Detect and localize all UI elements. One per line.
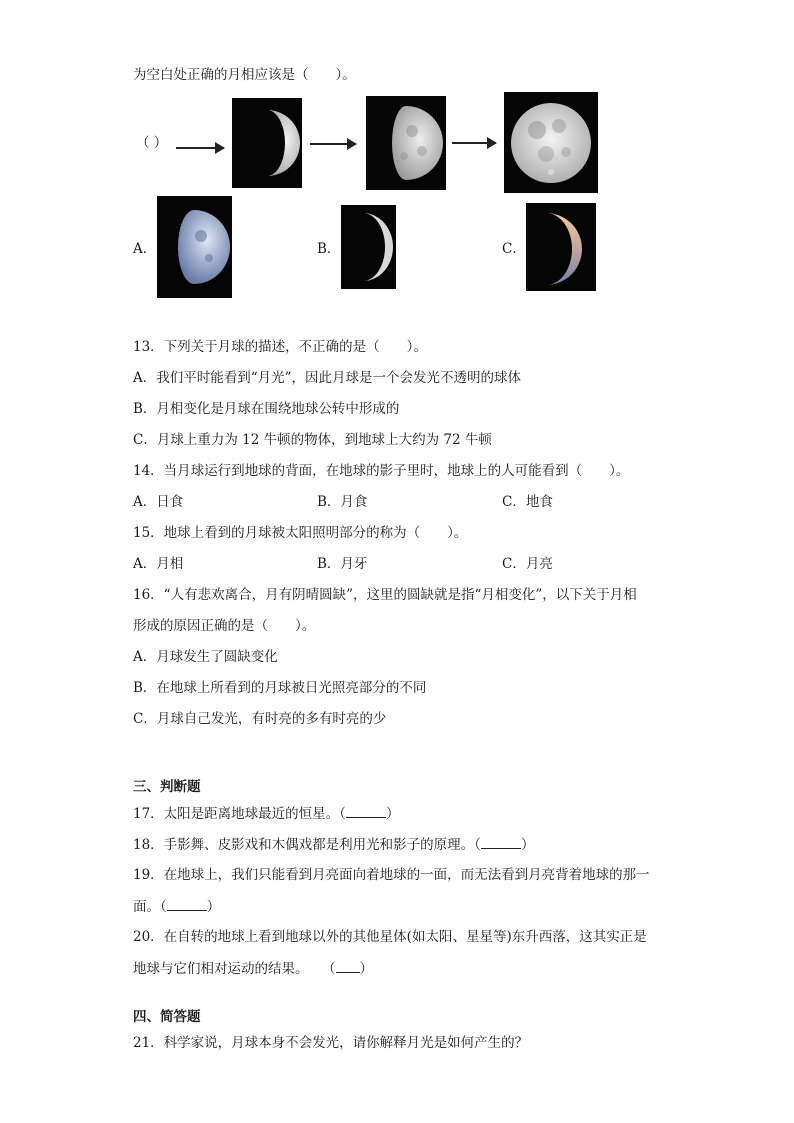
q21-stem: 21．科学家说，月球本身不会发光，请你解释月光是如何产生的？ (133, 1035, 529, 1051)
q18-text: 18．手影舞、皮影戏和木偶戏都是利用光和影子的原理。（ (133, 837, 481, 853)
q17-line (133, 804, 399, 823)
arrow-icon (310, 143, 356, 145)
close-paren: ） (359, 961, 373, 977)
q12-option-b-label: B． (317, 241, 341, 257)
q16-option-c[interactable]: C．月球自己发光，有时亮的多有时亮的少 (133, 711, 387, 727)
q18-answer-blank[interactable] (481, 835, 521, 849)
q14-option-b[interactable]: B．月食 (317, 494, 368, 510)
arrow-icon (452, 142, 496, 144)
q14-stem: 14．当月球运行到地球的背面，在地球的影子里时，地球上的人可能看到（ ）。 (133, 463, 630, 479)
q19-line2 (133, 897, 220, 916)
q20-answer-blank[interactable] (336, 959, 360, 973)
q12-stem: 为空白处正确的月相应该是（ ）。 (133, 67, 356, 83)
arrow-icon (176, 147, 224, 149)
gibbous-moon-image (366, 96, 446, 190)
option-b-moon-image[interactable] (341, 205, 396, 289)
q16-option-a[interactable]: A．月球发生了圆缺变化 (133, 649, 278, 665)
q12-blank-paren: （ ） (136, 135, 168, 151)
q18-line (133, 835, 534, 854)
close-paren: ） (520, 837, 535, 853)
q13-stem: 13．下列关于月球的描述，不正确的是（ ）。 (133, 339, 427, 355)
q13-option-a[interactable]: A．我们平时能看到“月光”，因此月球是一个会发光不透明的球体 (133, 370, 522, 386)
q17-answer-blank[interactable] (346, 804, 386, 818)
q19-text: 面。（ (133, 899, 167, 915)
q16-option-b[interactable]: B．在地球上所看到的月球被日光照亮部分的不同 (133, 680, 427, 696)
q19-answer-blank[interactable] (167, 897, 207, 911)
q16-stem-line1: 16．“人有悲欢离合，月有阴晴圆缺”，这里的圆缺就是指“月相变化”，以下关于月相 (133, 587, 637, 603)
q20-line1: 20．在自转的地球上看到地球以外的其他星体(如太阳、星星等)东升西落，这其实正是 (133, 929, 647, 945)
q12-option-a-label: A． (133, 241, 157, 257)
q20-text: 地球与它们相对运动的结果。 （ (133, 961, 336, 977)
close-paren: ） (206, 899, 221, 915)
q14-option-c[interactable]: C．地食 (502, 494, 553, 510)
q16-stem-line2: 形成的原因正确的是（ ）。 (133, 618, 316, 634)
q13-option-c[interactable]: C．月球上重力为 12 牛顿的物体，到地球上大约为 72 牛顿 (133, 432, 492, 448)
close-paren: ） (385, 806, 400, 822)
q20-line2 (133, 959, 373, 978)
full-moon-image (504, 92, 598, 193)
q15-option-c[interactable]: C．月亮 (502, 556, 553, 572)
q17-text: 17．太阳是距离地球最近的恒星。（ (133, 806, 346, 822)
section4-title: 四、简答题 (133, 1009, 201, 1025)
q12-option-c-label: C． (502, 241, 526, 257)
q19-line1: 19．在地球上，我们只能看到月亮面向着地球的一面，而无法看到月亮背着地球的那一 (133, 867, 650, 883)
option-a-moon-image[interactable] (157, 196, 232, 298)
q14-option-a[interactable]: A．日食 (133, 494, 184, 510)
q15-option-a[interactable]: A．月相 (133, 556, 184, 572)
q13-option-b[interactable]: B．月相变化是月球在围绕地球公转中形成的 (133, 401, 400, 417)
waxing-crescent-moon-image (232, 98, 302, 188)
option-c-moon-image[interactable] (526, 203, 596, 291)
q15-stem: 15．地球上看到的月球被太阳照明部分的称为（ ）。 (133, 525, 468, 541)
section3-title: 三、判断题 (133, 779, 201, 795)
q15-option-b[interactable]: B．月牙 (317, 556, 368, 572)
